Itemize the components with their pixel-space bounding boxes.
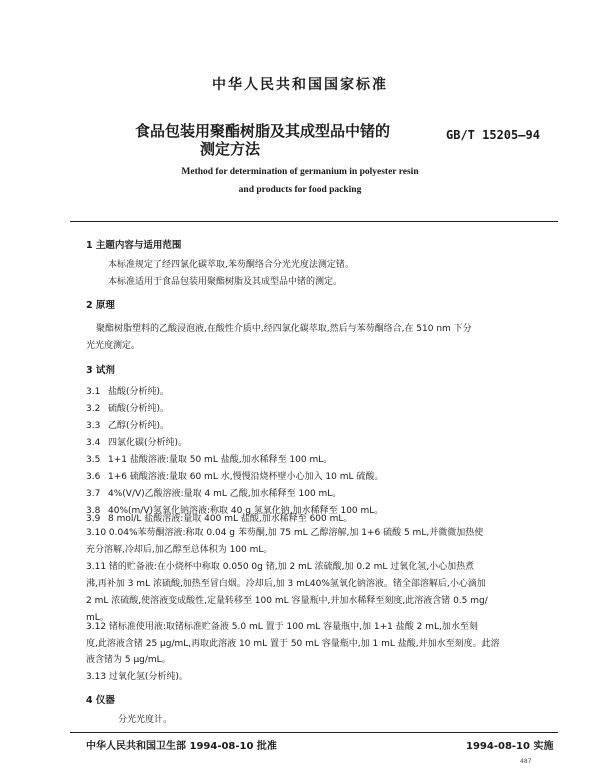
item-text: 4%(V/V)乙酸溶液:量取 4 mL 乙酸,加水稀释至 100 mL。	[108, 489, 342, 499]
reagent-3-11-line2: 沸,再补加 3 mL 浓硫酸,加热至冒白烟。冷却后,加 3 mL40%氢氧化钠溶液。锗全部溶解后,小心滴加	[86, 579, 486, 589]
section-1-paragraph-1: 本标准规定了经四氯化碳萃取,苯芴酮络合分光光度法测定锗。	[108, 260, 354, 270]
approval-line: 中华人民共和国卫生部 1994-08-10 批准	[86, 741, 277, 752]
item-number: 3.2	[86, 404, 101, 414]
english-title-line2: and products for food packing	[238, 185, 362, 195]
header-divider	[70, 221, 558, 222]
reagent-3-12-line1: 3.12 锗标准使用液:取锗标准贮备液 5.0 mL 置于 100 mL 容量瓶中,加 1+1 盐酸 2 mL,加水至刻	[86, 622, 478, 632]
section-4-heading: 4 仪器	[86, 695, 115, 706]
section-3-heading: 3 试剂	[86, 365, 115, 376]
item-text: 盐酸(分析纯)。	[108, 387, 170, 397]
item-text: 1+6 硫酸溶液:量取 60 mL 水,慢慢沿烧杯壁小心加入 10 mL 硫酸。	[108, 472, 384, 482]
item-text: 40%(m/V)氢氧化钠溶液:称取 40 g 氢氧化钠,加水稀释至 100 mL。	[108, 506, 384, 516]
item-number: 3.5	[86, 455, 101, 465]
item-number: 3.3	[86, 421, 101, 431]
document-title-line2: 测定方法	[200, 140, 261, 158]
section-2-paragraph-line2: 光光度测定。	[86, 341, 141, 351]
item-text: 硫酸(分析纯)。	[108, 404, 170, 414]
item-text: 1+1 盐酸溶液:量取 50 mL 盐酸,加水稀释至 100 mL。	[108, 455, 333, 465]
item-text: 8 mol/L 盐酸溶液:量取 400 mL 盐酸,加水稀释至 600 mL。	[108, 514, 353, 524]
reagent-3-11-line3: 2 mL 浓硫酸,使溶液变成酸性,定量转移至 100 mL 容量瓶中,并加水稀释至刻度,此溶液含锗 0.5 mg/	[86, 596, 488, 606]
standard-number: GB/T 15205—94	[446, 128, 540, 142]
page-number: 487	[520, 758, 532, 765]
reagent-item	[86, 452, 332, 465]
reagent-item	[86, 511, 352, 524]
item-number: 3.7	[86, 489, 101, 499]
section-1-heading: 1 主题内容与适用范围	[86, 240, 182, 251]
reagent-3-13: 3.13 过氧化氢(分析纯)。	[86, 672, 188, 682]
item-text: 四氯化碳(分析纯)。	[108, 438, 188, 448]
issuer-title: 中华人民共和国国家标准	[212, 77, 388, 93]
reagent-item	[86, 486, 341, 499]
reagent-item	[86, 469, 383, 482]
document-title-line1: 食品包装用聚酯树脂及其成型品中锗的	[135, 122, 391, 140]
section-2-paragraph-line1: 聚酯树脂塑料的乙酸浸泡液,在酸性介质中,经四氯化碳萃取,然后与苯芴酮络合,在 510 nm 下分	[96, 324, 472, 334]
section-4-paragraph: 分光光度计。	[118, 715, 173, 725]
reagent-item	[86, 401, 169, 414]
english-title-line1: Method for determination of germanium in polyester resin	[181, 167, 419, 177]
footer-divider	[70, 732, 558, 733]
item-number: 3.1	[86, 387, 101, 397]
reagent-item	[86, 418, 169, 431]
item-number: 3.6	[86, 472, 101, 482]
reagent-3-11-line4: mL。	[86, 613, 109, 623]
section-2-heading: 2 原理	[86, 300, 115, 311]
item-text: 乙醇(分析纯)。	[108, 421, 170, 431]
reagent-3-12-line3: 液含锗为 5 μg/mL。	[86, 655, 171, 665]
section-1-paragraph-2: 本标准适用于食品包装用聚酯树脂及其成型品中锗的测定。	[108, 277, 343, 287]
reagent-3-10-line2: 充分溶解,冷却后,加乙醇至总体积为 100 mL。	[86, 545, 273, 555]
implementation-date: 1994-08-10 实施	[466, 741, 554, 752]
reagent-3-11-line1: 3.11 锗的贮备液:在小烧杯中称取 0.050 0g 锗,加 2 mL 浓硫酸,加 0.2 mL 过氧化氢,小心加热煮	[86, 562, 475, 572]
reagent-3-12-line2: 度,此溶液含锗 25 μg/mL,再取此溶液 10 mL 置于 50 mL 容量瓶中,加 1 mL 盐酸,并加水至刻度。此溶	[86, 639, 500, 649]
reagent-item	[86, 384, 169, 397]
reagent-item	[86, 435, 187, 448]
reagent-3-10-line1: 3.10 0.04%苯芴酮溶液:称取 0.04 g 苯芴酮,加 75 mL 乙醇溶解,加 1+6 硫酸 5 mL,并微微加热使	[86, 528, 484, 538]
item-number: 3.4	[86, 438, 101, 448]
item-number: 3.9	[86, 514, 101, 524]
item-number: 3.8	[86, 506, 101, 516]
